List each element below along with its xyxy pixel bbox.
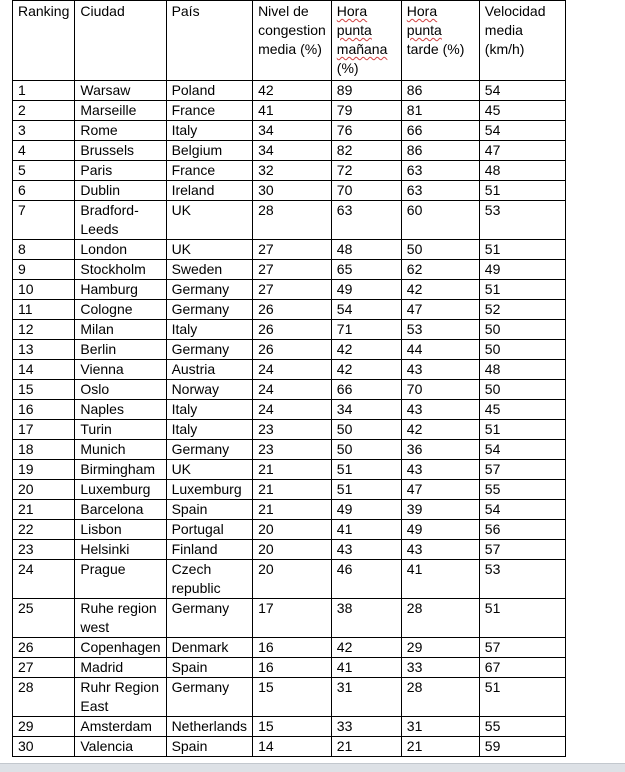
table-row (13, 638, 566, 658)
cell-rank: 12 (13, 320, 75, 340)
cell-country: Luxemburg (166, 480, 253, 500)
cell-congestion: 16 (253, 658, 332, 678)
table-row (13, 400, 566, 420)
cell-morning: 66 (331, 380, 401, 400)
cell-congestion: 14 (253, 737, 332, 757)
cell-morning: 89 (331, 81, 401, 101)
cell-congestion: 26 (253, 300, 332, 320)
cell-city: Copenhagen (75, 638, 166, 658)
cell-speed: 49 (479, 260, 565, 280)
cell-country: Germany (166, 678, 253, 717)
cell-morning: 71 (331, 320, 401, 340)
cell-evening: 36 (401, 440, 479, 460)
cell-speed: 53 (479, 560, 565, 599)
cell-morning: 79 (331, 101, 401, 121)
cell-morning: 41 (331, 658, 401, 678)
cell-country: Austria (166, 360, 253, 380)
header-congestion: Nivel de congestion media (%) (253, 1, 332, 81)
cell-country: Norway (166, 380, 253, 400)
cell-congestion: 23 (253, 420, 332, 440)
table-row (13, 460, 566, 480)
cell-city: Luxemburg (75, 480, 166, 500)
cell-country: Netherlands (166, 717, 253, 737)
cell-evening: 43 (401, 400, 479, 420)
cell-rank: 22 (13, 520, 75, 540)
table-row (13, 141, 566, 161)
cell-speed: 50 (479, 320, 565, 340)
cell-congestion: 32 (253, 161, 332, 181)
table-row (13, 440, 566, 460)
cell-morning: 76 (331, 121, 401, 141)
cell-rank: 9 (13, 260, 75, 280)
cell-city: Rome (75, 121, 166, 141)
cell-rank: 4 (13, 141, 75, 161)
cell-rank: 26 (13, 638, 75, 658)
cell-city: Brussels (75, 141, 166, 161)
table-row (13, 560, 566, 599)
cell-speed: 67 (479, 658, 565, 678)
cell-evening: 39 (401, 500, 479, 520)
table-row (13, 500, 566, 520)
cell-country: Italy (166, 320, 253, 340)
cell-city: Marseille (75, 101, 166, 121)
cell-speed: 55 (479, 717, 565, 737)
cell-congestion: 24 (253, 360, 332, 380)
cell-congestion: 27 (253, 280, 332, 300)
cell-rank: 15 (13, 380, 75, 400)
cell-city: Hamburg (75, 280, 166, 300)
cell-morning: 51 (331, 480, 401, 500)
cell-evening: 63 (401, 161, 479, 181)
cell-speed: 51 (479, 280, 565, 300)
cell-evening: 21 (401, 737, 479, 757)
cell-morning: 43 (331, 540, 401, 560)
cell-morning: 50 (331, 420, 401, 440)
table-row (13, 181, 566, 201)
cell-rank: 10 (13, 280, 75, 300)
cell-rank: 7 (13, 201, 75, 240)
cell-speed: 54 (479, 121, 565, 141)
header-city: Ciudad (75, 1, 166, 81)
cell-city: Dublin (75, 181, 166, 201)
table-row (13, 540, 566, 560)
cell-evening: 47 (401, 480, 479, 500)
congestion-table (12, 0, 566, 757)
cell-evening: 43 (401, 540, 479, 560)
cell-congestion: 27 (253, 240, 332, 260)
cell-country: France (166, 161, 253, 181)
cell-congestion: 21 (253, 500, 332, 520)
cell-rank: 29 (13, 717, 75, 737)
cell-city: Milan (75, 320, 166, 340)
cell-city: Munich (75, 440, 166, 460)
cell-rank: 11 (13, 300, 75, 320)
cell-congestion: 21 (253, 480, 332, 500)
cell-country: Germany (166, 300, 253, 320)
cell-evening: 42 (401, 420, 479, 440)
cell-country: Finland (166, 540, 253, 560)
cell-morning: 82 (331, 141, 401, 161)
cell-city: Madrid (75, 658, 166, 678)
cell-speed: 51 (479, 240, 565, 260)
cell-rank: 2 (13, 101, 75, 121)
table-row (13, 599, 566, 638)
cell-evening: 43 (401, 360, 479, 380)
cell-rank: 24 (13, 560, 75, 599)
cell-city: Paris (75, 161, 166, 181)
cell-congestion: 28 (253, 201, 332, 240)
cell-country: Italy (166, 420, 253, 440)
cell-city: Amsterdam (75, 717, 166, 737)
cell-rank: 30 (13, 737, 75, 757)
cell-city: Ruhr Region East (75, 678, 166, 717)
cell-evening: 50 (401, 240, 479, 260)
cell-rank: 3 (13, 121, 75, 141)
cell-morning: 70 (331, 181, 401, 201)
cell-country: France (166, 101, 253, 121)
cell-morning: 42 (331, 340, 401, 360)
cell-country: Germany (166, 340, 253, 360)
cell-rank: 14 (13, 360, 75, 380)
table-row (13, 520, 566, 540)
table-row (13, 340, 566, 360)
cell-rank: 5 (13, 161, 75, 181)
cell-morning: 50 (331, 440, 401, 460)
cell-evening: 43 (401, 460, 479, 480)
cell-country: Ireland (166, 181, 253, 201)
cell-speed: 48 (479, 360, 565, 380)
header-row (13, 1, 566, 81)
cell-rank: 25 (13, 599, 75, 638)
cell-city: Vienna (75, 360, 166, 380)
cell-evening: 63 (401, 181, 479, 201)
cell-congestion: 34 (253, 121, 332, 141)
cell-congestion: 24 (253, 380, 332, 400)
cell-evening: 86 (401, 141, 479, 161)
cell-city: Ruhe region west (75, 599, 166, 638)
cell-speed: 57 (479, 460, 565, 480)
cell-rank: 19 (13, 460, 75, 480)
cell-evening: 81 (401, 101, 479, 121)
cell-evening: 42 (401, 280, 479, 300)
cell-speed: 45 (479, 101, 565, 121)
cell-congestion: 26 (253, 320, 332, 340)
cell-country: Spain (166, 500, 253, 520)
table-row (13, 81, 566, 101)
cell-morning: 33 (331, 717, 401, 737)
header-speed: Velocidad media (km/h) (479, 1, 565, 81)
table-row (13, 420, 566, 440)
cell-evening: 47 (401, 300, 479, 320)
cell-congestion: 20 (253, 520, 332, 540)
cell-city: Helsinki (75, 540, 166, 560)
cell-congestion: 15 (253, 717, 332, 737)
cell-city: Berlin (75, 340, 166, 360)
cell-morning: 49 (331, 500, 401, 520)
table-row (13, 480, 566, 500)
cell-country: Italy (166, 121, 253, 141)
cell-speed: 48 (479, 161, 565, 181)
cell-country: Portugal (166, 520, 253, 540)
cell-rank: 17 (13, 420, 75, 440)
cell-city: Turin (75, 420, 166, 440)
table-row (13, 240, 566, 260)
table-row (13, 161, 566, 181)
cell-morning: 54 (331, 300, 401, 320)
cell-morning: 21 (331, 737, 401, 757)
table-row (13, 201, 566, 240)
cell-morning: 72 (331, 161, 401, 181)
cell-evening: 28 (401, 678, 479, 717)
window-bottom-bar (0, 763, 625, 772)
cell-rank: 18 (13, 440, 75, 460)
cell-morning: 31 (331, 678, 401, 717)
table-row (13, 300, 566, 320)
cell-city: London (75, 240, 166, 260)
cell-morning: 51 (331, 460, 401, 480)
cell-country: Sweden (166, 260, 253, 280)
cell-rank: 28 (13, 678, 75, 717)
cell-congestion: 23 (253, 440, 332, 460)
cell-morning: 63 (331, 201, 401, 240)
cell-rank: 27 (13, 658, 75, 678)
cell-morning: 34 (331, 400, 401, 420)
cell-speed: 53 (479, 201, 565, 240)
cell-city: Valencia (75, 737, 166, 757)
cell-country: Poland (166, 81, 253, 101)
cell-speed: 55 (479, 480, 565, 500)
table-row (13, 101, 566, 121)
cell-speed: 52 (479, 300, 565, 320)
cell-speed: 51 (479, 678, 565, 717)
cell-speed: 47 (479, 141, 565, 161)
cell-congestion: 34 (253, 141, 332, 161)
header-evening: Hora punta tarde (%) (401, 1, 479, 81)
cell-speed: 56 (479, 520, 565, 540)
cell-morning: 65 (331, 260, 401, 280)
cell-morning: 49 (331, 280, 401, 300)
cell-country: UK (166, 240, 253, 260)
cell-country: Czech republic (166, 560, 253, 599)
cell-city: Oslo (75, 380, 166, 400)
cell-country: Spain (166, 658, 253, 678)
cell-congestion: 30 (253, 181, 332, 201)
cell-speed: 57 (479, 638, 565, 658)
cell-speed: 51 (479, 420, 565, 440)
cell-evening: 41 (401, 560, 479, 599)
cell-speed: 54 (479, 500, 565, 520)
cell-congestion: 20 (253, 560, 332, 599)
cell-congestion: 15 (253, 678, 332, 717)
cell-country: Germany (166, 440, 253, 460)
cell-speed: 59 (479, 737, 565, 757)
cell-congestion: 24 (253, 400, 332, 420)
table-row (13, 737, 566, 757)
cell-evening: 66 (401, 121, 479, 141)
cell-rank: 1 (13, 81, 75, 101)
cell-evening: 53 (401, 320, 479, 340)
table-row (13, 380, 566, 400)
cell-speed: 50 (479, 380, 565, 400)
cell-congestion: 20 (253, 540, 332, 560)
table-row (13, 320, 566, 340)
table-row (13, 717, 566, 737)
cell-rank: 21 (13, 500, 75, 520)
cell-country: Germany (166, 599, 253, 638)
cell-country: UK (166, 201, 253, 240)
header-ranking: Ranking (13, 1, 75, 81)
cell-morning: 46 (331, 560, 401, 599)
cell-morning: 42 (331, 360, 401, 380)
cell-congestion: 27 (253, 260, 332, 280)
cell-congestion: 16 (253, 638, 332, 658)
cell-country: Italy (166, 400, 253, 420)
cell-evening: 60 (401, 201, 479, 240)
table-row (13, 260, 566, 280)
cell-rank: 16 (13, 400, 75, 420)
cell-country: UK (166, 460, 253, 480)
cell-congestion: 42 (253, 81, 332, 101)
header-morning: Hora punta mañana (%) (331, 1, 401, 81)
cell-country: Spain (166, 737, 253, 757)
cell-speed: 57 (479, 540, 565, 560)
cell-city: Prague (75, 560, 166, 599)
cell-country: Belgium (166, 141, 253, 161)
cell-evening: 33 (401, 658, 479, 678)
cell-rank: 20 (13, 480, 75, 500)
cell-evening: 86 (401, 81, 479, 101)
cell-rank: 6 (13, 181, 75, 201)
cell-rank: 23 (13, 540, 75, 560)
cell-morning: 41 (331, 520, 401, 540)
cell-evening: 70 (401, 380, 479, 400)
cell-country: Denmark (166, 638, 253, 658)
cell-evening: 49 (401, 520, 479, 540)
cell-morning: 38 (331, 599, 401, 638)
cell-city: Warsaw (75, 81, 166, 101)
table-row (13, 658, 566, 678)
cell-rank: 13 (13, 340, 75, 360)
cell-morning: 48 (331, 240, 401, 260)
table-row (13, 280, 566, 300)
cell-evening: 28 (401, 599, 479, 638)
cell-rank: 8 (13, 240, 75, 260)
table-row (13, 121, 566, 141)
cell-city: Cologne (75, 300, 166, 320)
cell-speed: 51 (479, 599, 565, 638)
table-row (13, 360, 566, 380)
cell-city: Birmingham (75, 460, 166, 480)
cell-congestion: 41 (253, 101, 332, 121)
table-row (13, 678, 566, 717)
cell-city: Stockholm (75, 260, 166, 280)
cell-city: Naples (75, 400, 166, 420)
cell-congestion: 21 (253, 460, 332, 480)
cell-congestion: 26 (253, 340, 332, 360)
header-country: País (166, 1, 253, 81)
cell-evening: 44 (401, 340, 479, 360)
cell-congestion: 17 (253, 599, 332, 638)
cell-morning: 42 (331, 638, 401, 658)
cell-speed: 54 (479, 81, 565, 101)
cell-speed: 45 (479, 400, 565, 420)
cell-evening: 62 (401, 260, 479, 280)
cell-speed: 54 (479, 440, 565, 460)
cell-country: Germany (166, 280, 253, 300)
cell-evening: 29 (401, 638, 479, 658)
cell-speed: 50 (479, 340, 565, 360)
cell-city: Lisbon (75, 520, 166, 540)
cell-city: Bradford-Leeds (75, 201, 166, 240)
cell-evening: 31 (401, 717, 479, 737)
cell-speed: 51 (479, 181, 565, 201)
cell-city: Barcelona (75, 500, 166, 520)
